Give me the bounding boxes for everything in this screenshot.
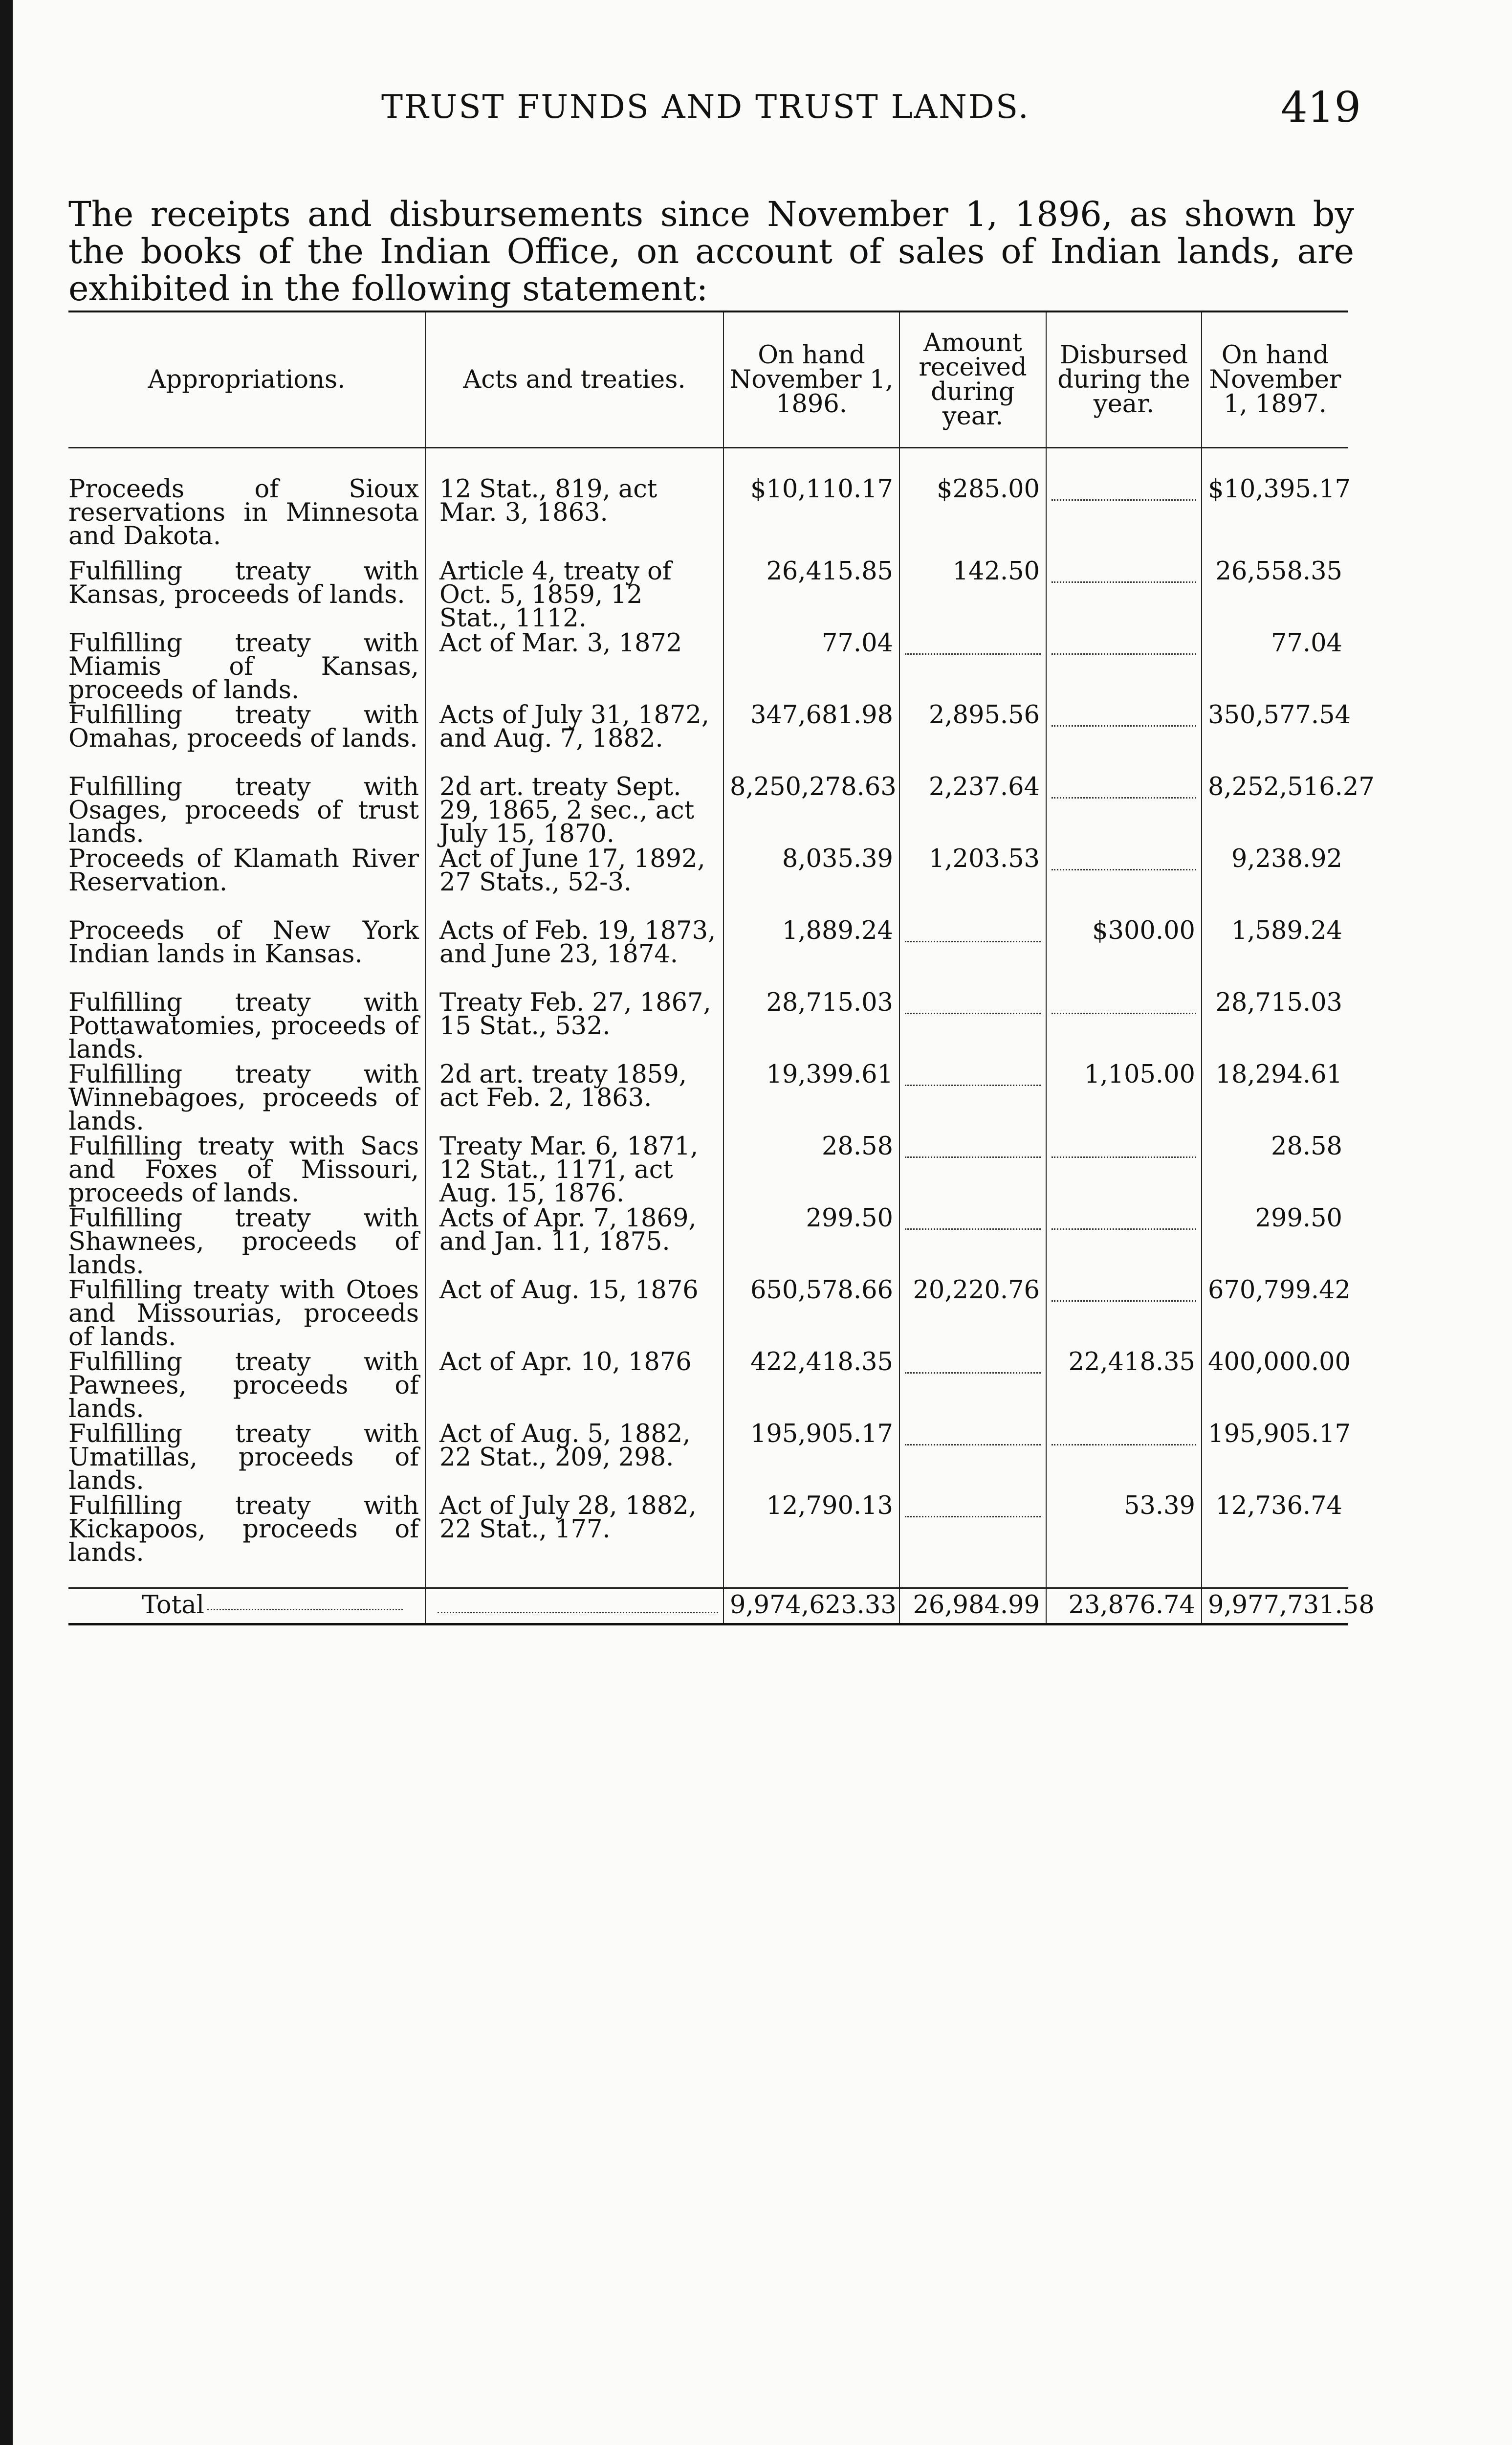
dotted-leader <box>207 1609 403 1610</box>
cell-disbursed: 22,418.35 <box>1046 1351 1202 1423</box>
cell-received: 2,237.64 <box>899 776 1046 847</box>
cell-disbursed <box>1046 448 1202 560</box>
cell-disbursed: 53.39 <box>1046 1494 1202 1588</box>
cell-on-hand-1897: 400,000.00 <box>1202 1351 1348 1423</box>
col-header-on-hand-1897: On hand November 1, 1897. <box>1202 311 1348 448</box>
table-row <box>68 1279 1348 1351</box>
cell-act: Acts of Apr. 7, 1869, and Jan. 11, 1875. <box>425 1207 723 1279</box>
cell-on-hand-1897: 195,905.17 <box>1202 1423 1348 1494</box>
cell-act: 12 Stat., 819, act Mar. 3, 1863. <box>425 448 723 560</box>
cell-received <box>899 1494 1046 1588</box>
cell-appropriation: Fulfilling treaty with Miamis of Kansas, proceeds of lands. <box>68 629 419 705</box>
cell-act: 2d art. treaty 1859, act Feb. 2, 1863. <box>425 1063 723 1135</box>
cell-act: Act of Mar. 3, 1872 <box>425 632 723 704</box>
col-header-on-hand-1896: On hand November 1, 1896. <box>723 311 899 448</box>
cell-act: Act of Apr. 10, 1876 <box>425 1351 723 1423</box>
table-row <box>68 1351 1348 1423</box>
cell-received <box>899 1207 1046 1279</box>
cell-disbursed <box>1046 1423 1202 1494</box>
col-header-acts: Acts and treaties. <box>425 311 723 448</box>
col-header-received: Amount received during year. <box>899 311 1046 448</box>
cell-received: 2,895.56 <box>899 704 1046 776</box>
cell-on-hand-1896: 1,889.24 <box>723 919 899 991</box>
cell-appropriation: Proceeds of Sioux reservations in Minnesota and Dakota. <box>68 475 419 551</box>
cell-disbursed <box>1046 560 1202 632</box>
cell-act: Treaty Mar. 6, 1871, 12 Stat., 1171, act Aug. 15, 1876. <box>425 1135 723 1207</box>
cell-on-hand-1897: $10,395.17 <box>1202 448 1348 560</box>
cell-act: Acts of July 31, 1872, and Aug. 7, 1882. <box>425 704 723 776</box>
cell-received: 20,220.76 <box>899 1279 1046 1351</box>
cell-act: Act of Aug. 5, 1882, 22 Stat., 209, 298. <box>425 1423 723 1494</box>
col-header-appropriations: Appropriations. <box>68 311 425 448</box>
cell-disbursed <box>1046 632 1202 704</box>
cell-disbursed <box>1046 847 1202 919</box>
table-row <box>68 919 1348 991</box>
table-body <box>68 448 1375 1588</box>
cell-on-hand-1897: 1,589.24 <box>1202 919 1348 991</box>
total-on-hand-1896: 9,974,623.33 <box>723 1588 899 1624</box>
page-binding-edge <box>0 0 13 2445</box>
cell-appropriation: Fulfilling treaty with Umatillas, proceeds of lands. <box>68 1420 419 1495</box>
cell-appropriation: Proceeds of New York Indian lands in Kansas. <box>68 916 419 969</box>
table-row <box>68 1207 1348 1279</box>
cell-on-hand-1896: 299.50 <box>723 1207 899 1279</box>
total-acts-cell <box>425 1588 723 1624</box>
cell-on-hand-1896: 19,399.61 <box>723 1063 899 1135</box>
cell-on-hand-1897: 77.04 <box>1202 632 1348 704</box>
table-row <box>68 1494 1348 1588</box>
cell-disbursed <box>1046 776 1202 847</box>
cell-appropriation: Fulfilling treaty with Pottawatomies, proceeds of lands. <box>68 988 419 1064</box>
table-row <box>68 704 1348 776</box>
cell-received <box>899 991 1046 1063</box>
cell-on-hand-1896: 12,790.13 <box>723 1494 899 1588</box>
receipts-disbursements-table <box>68 311 1375 1625</box>
cell-on-hand-1897: 299.50 <box>1202 1207 1348 1279</box>
running-title: TRUST FUNDS AND TRUST LANDS. <box>381 88 1030 126</box>
table-row <box>68 1423 1348 1494</box>
cell-disbursed <box>1046 704 1202 776</box>
cell-appropriation: Fulfilling treaty with Kickapoos, proceeds of lands. <box>68 1491 419 1567</box>
cell-received <box>899 1135 1046 1207</box>
cell-received: $285.00 <box>899 448 1046 560</box>
cell-received <box>899 1423 1046 1494</box>
cell-disbursed <box>1046 1279 1202 1351</box>
total-on-hand-1897: 9,977,731.58 <box>1202 1588 1348 1624</box>
cell-received <box>899 919 1046 991</box>
cell-received <box>899 1351 1046 1423</box>
total-row <box>68 1588 1348 1624</box>
total-label-cell <box>68 1588 425 1624</box>
total-disbursed: 23,876.74 <box>1046 1588 1202 1624</box>
cell-on-hand-1896: 422,418.35 <box>723 1351 899 1423</box>
cell-on-hand-1897: 28.58 <box>1202 1135 1348 1207</box>
cell-on-hand-1896: 8,250,278.63 <box>723 776 899 847</box>
cell-on-hand-1897: 26,558.35 <box>1202 560 1348 632</box>
cell-disbursed <box>1046 1207 1202 1279</box>
cell-disbursed <box>1046 1135 1202 1207</box>
cell-on-hand-1897: 350,577.54 <box>1202 704 1348 776</box>
cell-appropriation: Proceeds of Klamath River Reservation. <box>68 845 419 897</box>
cell-act: Article 4, treaty of Oct. 5, 1859, 12 Stat., 1112. <box>425 560 723 632</box>
cell-appropriation: Fulfilling treaty with Shawnees, proceeds of lands. <box>68 1204 419 1280</box>
cell-on-hand-1896: 347,681.98 <box>723 704 899 776</box>
cell-on-hand-1896: 28.58 <box>723 1135 899 1207</box>
col-header-disbursed: Disbursed during the year. <box>1046 311 1202 448</box>
page-header <box>0 83 1512 137</box>
cell-appropriation: Fulfilling treaty with Winnebagoes, proceeds of lands. <box>68 1060 419 1136</box>
total-label: Total <box>142 1591 204 1620</box>
cell-disbursed: $300.00 <box>1046 919 1202 991</box>
table-header-row <box>68 311 1348 448</box>
cell-act: Acts of Feb. 19, 1873, and June 23, 1874. <box>425 919 723 991</box>
cell-on-hand-1897: 8,252,516.27 <box>1202 776 1348 847</box>
cell-received <box>899 632 1046 704</box>
cell-appropriation: Fulfilling treaty with Pawnees, proceeds of lands. <box>68 1348 419 1423</box>
cell-act: Act of July 28, 1882, 22 Stat., 177. <box>425 1494 723 1588</box>
cell-received: 142.50 <box>899 560 1046 632</box>
cell-on-hand-1896: 195,905.17 <box>723 1423 899 1494</box>
cell-disbursed: 1,105.00 <box>1046 1063 1202 1135</box>
cell-on-hand-1896: $10,110.17 <box>723 448 899 560</box>
cell-on-hand-1896: 8,035.39 <box>723 847 899 919</box>
cell-received: 1,203.53 <box>899 847 1046 919</box>
cell-on-hand-1896: 650,578.66 <box>723 1279 899 1351</box>
page-number: 419 <box>1281 83 1361 132</box>
cell-appropriation: Fulfilling treaty with Kansas, proceeds of lands. <box>68 557 419 609</box>
cell-act: Act of June 17, 1892, 27 Stats., 52-3. <box>425 847 723 919</box>
table-row <box>68 991 1348 1063</box>
cell-act: Treaty Feb. 27, 1867, 15 Stat., 532. <box>425 991 723 1063</box>
cell-appropriation: Fulfilling treaty with Osages, proceeds of trust lands. <box>68 773 419 848</box>
cell-appropriation: Fulfilling treaty with Otoes and Missourias, proceeds of lands. <box>68 1276 419 1352</box>
table-row <box>68 632 1348 704</box>
table-row <box>68 847 1348 919</box>
cell-appropriation: Fulfilling treaty with Omahas, proceeds of lands. <box>68 701 419 753</box>
cell-on-hand-1897: 9,238.92 <box>1202 847 1348 919</box>
cell-disbursed <box>1046 991 1202 1063</box>
cell-on-hand-1897: 18,294.61 <box>1202 1063 1348 1135</box>
cell-act: Act of Aug. 15, 1876 <box>425 1279 723 1351</box>
cell-on-hand-1896: 77.04 <box>723 632 899 704</box>
cell-appropriation: Fulfilling treaty with Sacs and Foxes of Missouri, proceeds of lands. <box>68 1132 419 1208</box>
cell-on-hand-1896: 26,415.85 <box>723 560 899 632</box>
table-row <box>68 1063 1348 1135</box>
table-row <box>68 448 1348 560</box>
table-row <box>68 1135 1348 1207</box>
intro-paragraph: The receipts and disbursements since November 1, 1896, as shown by the books of the Indian Office, on account of sales of Indian lands, are exhibited in the following statement: <box>68 194 1354 309</box>
table-row <box>68 776 1348 847</box>
table-row <box>68 560 1348 632</box>
cell-on-hand-1897: 28,715.03 <box>1202 991 1348 1063</box>
cell-on-hand-1897: 670,799.42 <box>1202 1279 1348 1351</box>
total-received: 26,984.99 <box>899 1588 1046 1624</box>
cell-received <box>899 1063 1046 1135</box>
cell-act: 2d art. treaty Sept. 29, 1865, 2 sec., act July 15, 1870. <box>425 776 723 847</box>
cell-on-hand-1897: 12,736.74 <box>1202 1494 1348 1588</box>
cell-on-hand-1896: 28,715.03 <box>723 991 899 1063</box>
